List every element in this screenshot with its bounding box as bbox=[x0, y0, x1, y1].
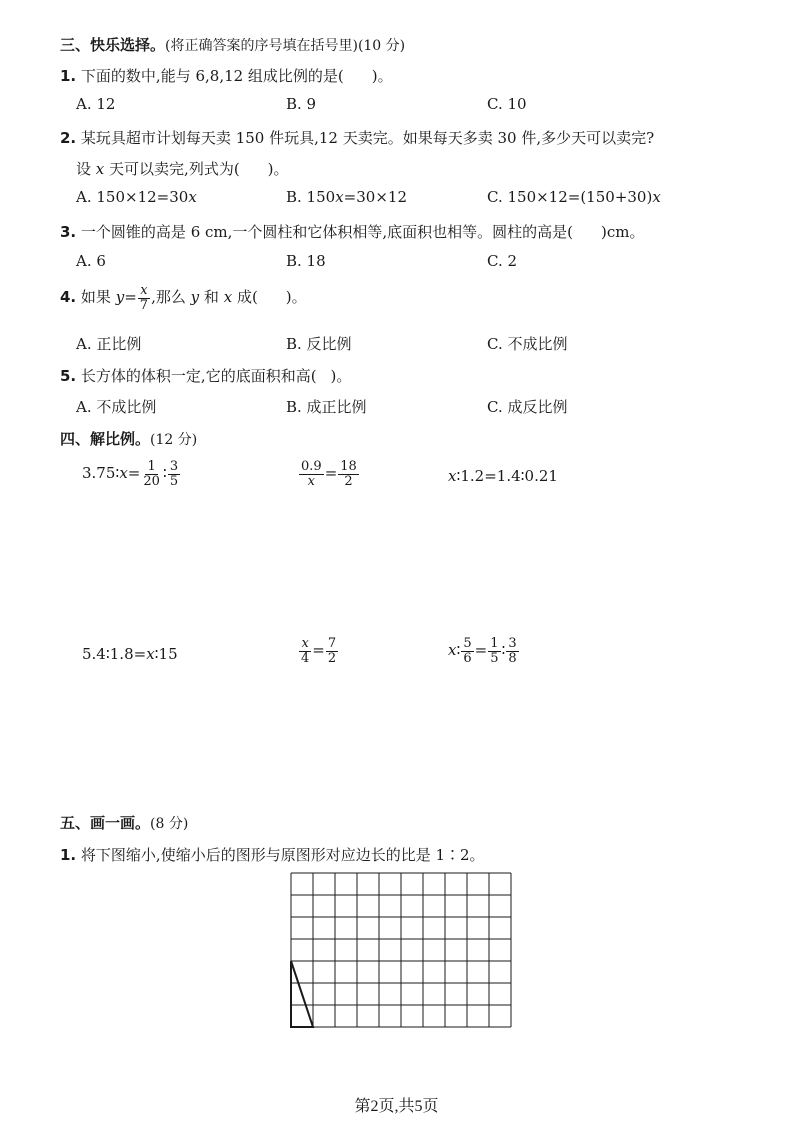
q3-option-a: A. 6 bbox=[76, 252, 106, 270]
q5-option-c: C. 成反比例 bbox=[487, 398, 568, 416]
section-5-title: 五、画一画。(8 分) bbox=[60, 814, 189, 832]
q2-option-c: C. 150×12=(150+30)x bbox=[487, 188, 661, 206]
proportion-6: x∶ $\frac{5}{6}$ = $\frac{1}{5}$ ∶ $\frac{3}{8}$ bbox=[448, 636, 517, 666]
question-1: 1. 下面的数中,能与 6,8,12 组成比例的是( )。 bbox=[60, 67, 393, 85]
q3-option-c: C. 2 bbox=[487, 252, 518, 270]
original-triangle bbox=[291, 961, 313, 1027]
question-3: 3. 一个圆锥的高是 6 cm,一个圆柱和它体积相等,底面积也相等。圆柱的高是( )cm。 bbox=[60, 223, 645, 241]
question-4: 4. 如果 y= $\frac{x}{7}$ ,那么 y 和 x 成( )。 bbox=[60, 283, 307, 313]
section-3-title: 三、快乐选择。(将正确答案的序号填在括号里)(10 分) bbox=[60, 36, 406, 54]
question-2: 2. 某玩具超市计划每天卖 150 件玩具,12 天卖完。如果每天多卖 30 件,多少天可以卖完? bbox=[60, 129, 655, 147]
q3-option-b: B. 18 bbox=[286, 252, 326, 270]
proportion-2: $\frac{0.9}{x}$ = $\frac{18}{2}$ bbox=[301, 459, 357, 489]
proportion-4: 5.4∶1.8=x∶15 bbox=[82, 645, 178, 663]
drawing-grid[interactable] bbox=[290, 872, 514, 1034]
q4-option-a: A. 正比例 bbox=[76, 335, 142, 353]
q1-option-c: C. 10 bbox=[487, 95, 527, 113]
section-5-question-1: 1. 将下图缩小,使缩小后的图形与原图形对应边长的比是 1∶2。 bbox=[60, 846, 485, 864]
q5-option-a: A. 不成比例 bbox=[76, 398, 157, 416]
q4-fraction: $\frac{x}{7}$ bbox=[139, 283, 149, 313]
section-4-title: 四、解比例。(12 分) bbox=[60, 430, 198, 448]
q5-option-b: B. 成正比例 bbox=[286, 398, 367, 416]
proportion-5: $\frac{x}{4}$ = $\frac{7}{2}$ bbox=[301, 636, 337, 666]
q4-option-c: C. 不成比例 bbox=[487, 335, 568, 353]
q4-option-b: B. 反比例 bbox=[286, 335, 352, 353]
proportion-3: x∶1.2=1.4∶0.21 bbox=[448, 467, 558, 485]
q1-option-b: B. 9 bbox=[286, 95, 317, 113]
q2-option-a: A. 150×12=30x bbox=[76, 188, 197, 206]
page-footer: 第2页,共5页 bbox=[354, 1098, 439, 1115]
question-2-line-2: 设 x 天可以卖完,列式为( )。 bbox=[76, 160, 289, 178]
question-5: 5. 长方体的体积一定,它的底面积和高( )。 bbox=[60, 367, 352, 385]
proportion-1: 3.75∶x= $\frac{1}{20}$ ∶ $\frac{3}{5}$ bbox=[82, 459, 179, 489]
q1-option-a: A. 12 bbox=[76, 95, 116, 113]
q2-option-b: B. 150x=30×12 bbox=[286, 188, 407, 206]
